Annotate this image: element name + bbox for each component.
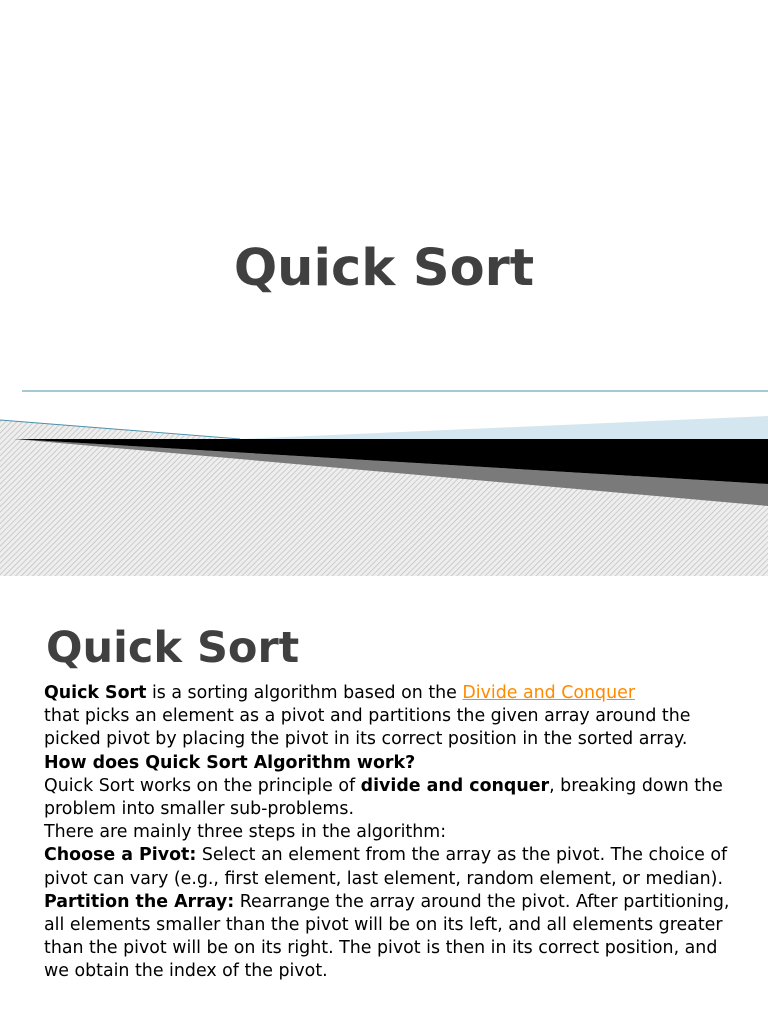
step-partition-array (44, 891, 744, 984)
principle-paragraph (44, 775, 744, 821)
step1-text: Select an element from the array as the pivot. The choice of pivot can vary (e.g., first element, last element, random element, or median). (44, 845, 728, 889)
decorative-banner (0, 376, 768, 576)
how-heading: How does Quick Sort Algorithm work? (44, 752, 416, 773)
light-blue-band (240, 416, 768, 439)
content-heading: Quick Sort (46, 623, 300, 673)
principle-bold: divide and conquer (360, 775, 550, 796)
slide-title: Quick Sort (233, 239, 535, 298)
step2-label: Partition the Array: (44, 891, 235, 912)
content-body (44, 682, 744, 984)
step1-label: Choose a Pivot: (44, 845, 197, 866)
content-slide (0, 576, 768, 1024)
intro-term: Quick Sort (44, 683, 147, 703)
divide-and-conquer-link[interactable]: Divide and Conquer (462, 683, 635, 703)
intro-text-after-link: that picks an element as a pivot and partitions the given array around the picked pivot by placing the pivot in its correct position in the sorted array. (44, 706, 691, 750)
principle-before: Quick Sort works on the principle of (44, 775, 361, 796)
step-choose-pivot (44, 844, 744, 890)
principle-after: , breaking down the problem into smaller sub-problems. (44, 775, 723, 820)
steps-intro: There are mainly three steps in the algorithm: (44, 822, 447, 843)
intro-paragraph (44, 682, 744, 752)
intro-text-before-link: is a sorting algorithm based on the (146, 683, 463, 703)
step2-text: Rearrange the array around the pivot. After partitioning, all elements smaller than the pivot will be on its left, and all elements greater than the pivot will be on its right. The pivot is then in its correct position, and we obtain the index of the pivot. (44, 891, 730, 982)
